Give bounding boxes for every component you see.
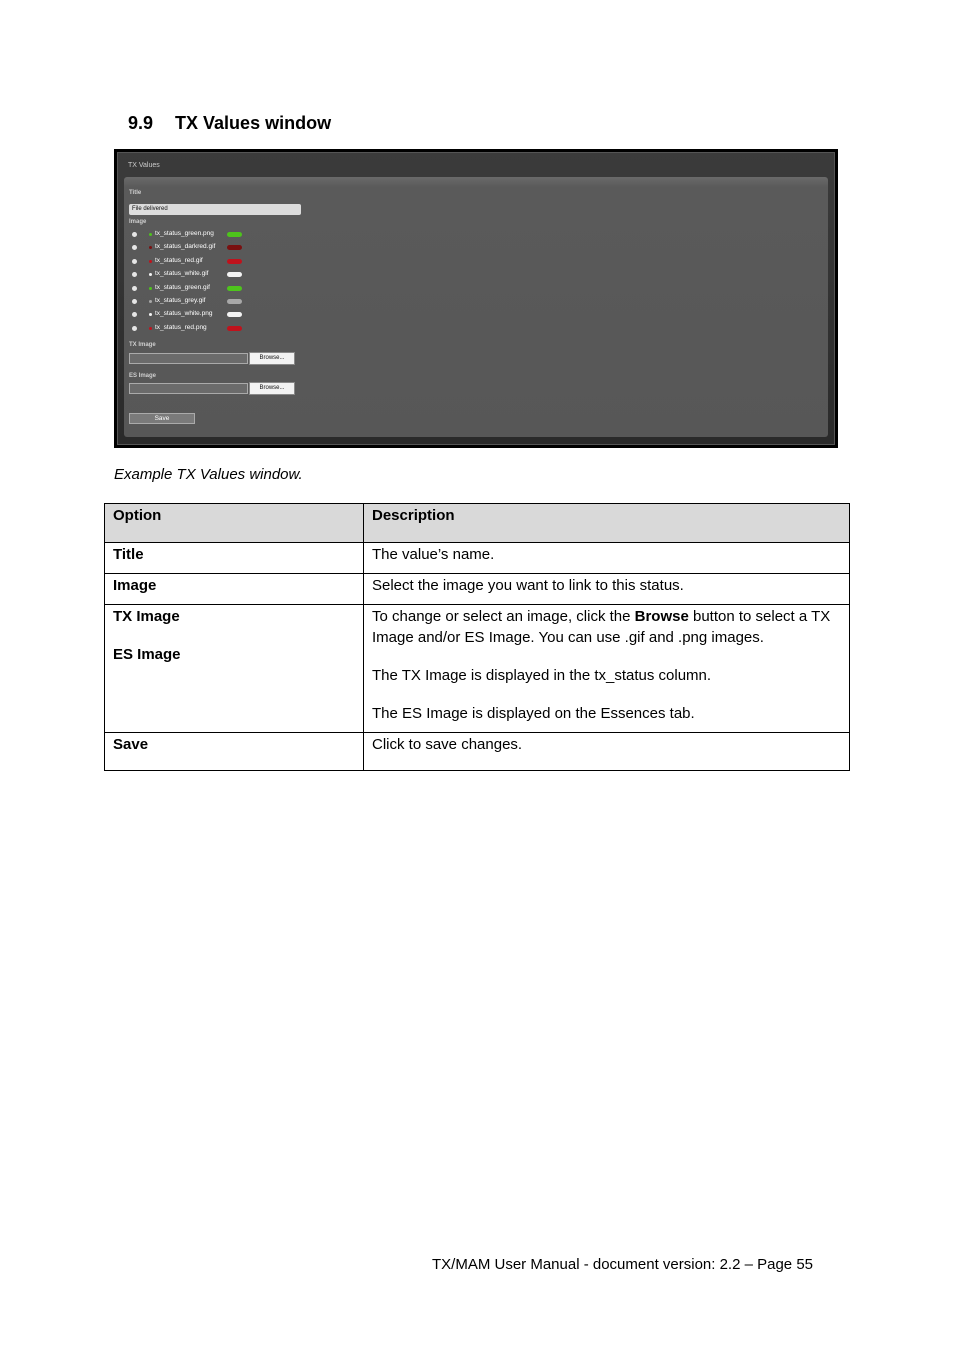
image-filename: tx_status_darkred.gif xyxy=(155,243,216,251)
section-title: TX Values window xyxy=(175,113,332,133)
status-swatch-icon xyxy=(227,272,242,277)
table-header-row xyxy=(105,504,850,543)
image-filename: tx_status_white.gif xyxy=(155,270,209,278)
radio-button[interactable] xyxy=(132,312,137,317)
header-description: Description xyxy=(364,504,850,543)
desc-text: To change or select an image, click the xyxy=(372,608,635,625)
status-swatch-icon xyxy=(227,232,242,237)
status-dot-icon xyxy=(149,273,152,276)
radio-button[interactable] xyxy=(132,259,137,264)
image-label: Image xyxy=(129,219,147,225)
status-swatch-icon xyxy=(227,326,242,331)
option-tx-image: TX Image xyxy=(113,608,180,625)
image-option[interactable] xyxy=(132,269,252,279)
window-title: TX Values xyxy=(128,162,160,169)
image-filename: tx_status_white.png xyxy=(155,310,213,318)
status-dot-icon xyxy=(149,313,152,316)
tx-image-label: TX Image xyxy=(129,342,156,348)
description-cell: The value’s name. xyxy=(364,543,850,574)
image-filename: tx_status_red.gif xyxy=(155,256,203,264)
image-option[interactable] xyxy=(132,323,252,333)
radio-button[interactable] xyxy=(132,272,137,277)
status-dot-icon xyxy=(149,327,152,330)
section-number: 9.9 xyxy=(128,113,154,133)
image-filename: tx_status_grey.gif xyxy=(155,297,206,304)
status-swatch-icon xyxy=(227,299,242,304)
image-filename: tx_status_green.gif xyxy=(155,283,210,291)
es-image-label: ES Image xyxy=(129,373,157,379)
description-cell: Select the image you want to link to this status. xyxy=(364,574,850,605)
window-panel xyxy=(124,177,828,437)
section-heading xyxy=(128,113,331,134)
tx-image-file-input[interactable] xyxy=(129,353,248,364)
title-input[interactable]: File delivered xyxy=(129,204,301,215)
description-cell: Click to save changes. xyxy=(364,733,850,771)
table-row xyxy=(105,574,850,605)
save-button[interactable]: Save xyxy=(129,413,195,424)
radio-button[interactable] xyxy=(132,245,137,250)
table-row xyxy=(105,543,850,574)
description-cell xyxy=(364,605,850,733)
page-footer: TX/MAM User Manual - document version: 2.2 – Page 55 xyxy=(432,1256,814,1273)
tx-values-window xyxy=(117,152,835,445)
header-option: Option xyxy=(105,504,364,543)
image-option[interactable] xyxy=(132,309,252,319)
option-es-image: ES Image xyxy=(113,646,181,663)
image-option[interactable] xyxy=(132,283,252,293)
description-browse xyxy=(372,606,841,648)
title-label: Title xyxy=(129,190,142,196)
radio-button[interactable] xyxy=(132,299,137,304)
option-cell: Image xyxy=(105,574,364,605)
image-option[interactable] xyxy=(132,242,252,252)
status-dot-icon xyxy=(149,246,152,249)
image-option[interactable] xyxy=(132,229,252,239)
radio-button[interactable] xyxy=(132,326,137,331)
status-dot-icon xyxy=(149,287,152,290)
status-swatch-icon xyxy=(227,312,242,317)
image-option[interactable] xyxy=(132,296,252,306)
desc-text: button to select a TX Image and/or ES Image. You can use .gif and .png images. xyxy=(372,608,831,646)
image-filename: tx_status_red.png xyxy=(155,323,207,331)
figure-caption: Example TX Values window. xyxy=(114,466,303,483)
es-image-browse-button[interactable]: Browse... xyxy=(249,382,295,395)
tx-values-screenshot xyxy=(114,149,838,448)
es-image-file-input[interactable] xyxy=(129,383,248,394)
description-es: The ES Image is displayed on the Essences tab. xyxy=(372,705,695,722)
description-tx: The TX Image is displayed in the tx_status column. xyxy=(372,667,712,684)
option-cell: Save xyxy=(105,733,364,771)
radio-button[interactable] xyxy=(132,232,137,237)
radio-button[interactable] xyxy=(132,286,137,291)
options-table xyxy=(104,503,850,771)
status-swatch-icon xyxy=(227,259,242,264)
tx-image-browse-button[interactable]: Browse... xyxy=(249,352,295,365)
image-filename: tx_status_green.png xyxy=(155,230,214,237)
status-dot-icon xyxy=(149,260,152,263)
table-row xyxy=(105,733,850,771)
desc-bold-browse: Browse xyxy=(634,608,689,625)
status-swatch-icon xyxy=(227,245,242,250)
option-cell xyxy=(105,605,364,733)
table-row xyxy=(105,605,850,733)
image-option[interactable] xyxy=(132,256,252,266)
status-dot-icon xyxy=(149,300,152,303)
status-dot-icon xyxy=(149,233,152,236)
status-swatch-icon xyxy=(227,286,242,291)
option-cell: Title xyxy=(105,543,364,574)
